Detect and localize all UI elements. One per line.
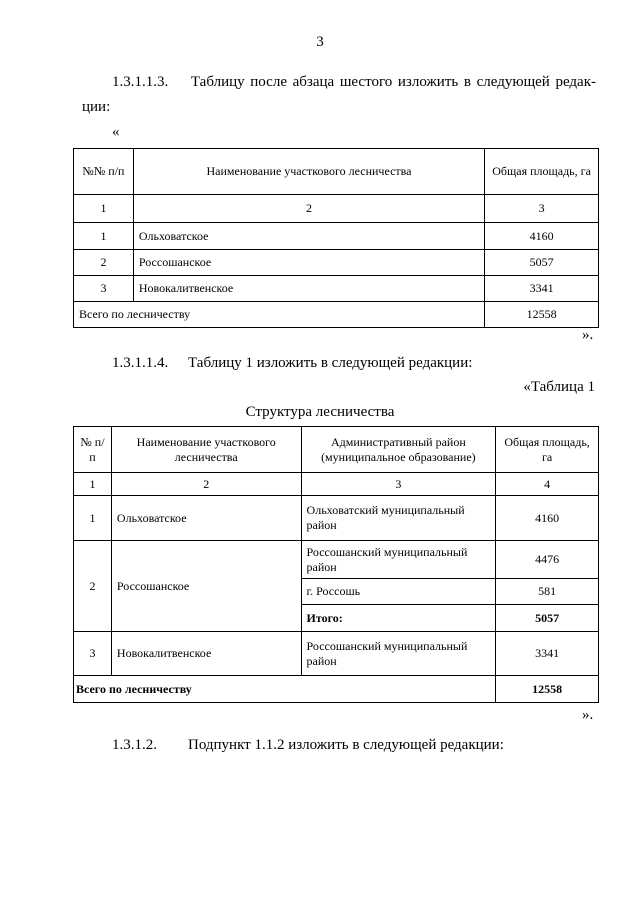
row-number: 3 [74, 276, 134, 302]
forestry-name: Россошанское [111, 541, 301, 632]
header-number: № п/п [74, 427, 112, 473]
item-1-number: 1.3.1.1.3. [112, 74, 169, 90]
item-1-line2: ции: [82, 99, 111, 115]
item-3-text: Подпункт 1.1.2 изложить в следующей редакции: [188, 737, 504, 753]
forestry-area-table [73, 148, 599, 328]
column-number-row [74, 473, 599, 496]
forestry-area: 5057 [485, 250, 599, 276]
forestry-area: 4160 [485, 223, 599, 250]
item-2-text: Таблицу 1 изложить в следующей редакции: [188, 355, 473, 371]
district-name: г. Россошь [301, 579, 496, 605]
district-name: Россошанский муниципальный район [301, 632, 496, 676]
table-title: Структура лесничества [245, 404, 395, 420]
item-2 [112, 353, 472, 373]
table-row [74, 632, 599, 676]
column-number: 1 [74, 195, 134, 223]
closing-quote: ». [582, 707, 594, 723]
forestry-area: 3341 [485, 276, 599, 302]
forestry-area: 4476 [496, 541, 599, 579]
total-value: 12558 [485, 302, 599, 328]
table-row [74, 276, 599, 302]
item-1-line1 [112, 72, 596, 92]
total-label: Всего по лесничеству [74, 302, 485, 328]
header-total-area: Общая площадь, га [485, 149, 599, 195]
closing-quote: ». [582, 327, 594, 343]
row-number: 2 [74, 250, 134, 276]
table-header-row [74, 427, 599, 473]
district-name: Россошанский муниципальный район [301, 541, 496, 579]
column-number: 2 [133, 195, 484, 223]
page-number: 3 [316, 34, 324, 50]
table-header-row [74, 149, 599, 195]
item-1-text: Таблицу после абзаца шестого изложить в следующей редак- [190, 74, 596, 90]
forestry-name: Россошанское [133, 250, 484, 276]
opening-quote: « [112, 124, 120, 140]
column-number: 1 [74, 473, 112, 496]
column-number: 3 [301, 473, 496, 496]
header-forestry-name: Наименование участкового лесничества [111, 427, 301, 473]
total-row [74, 676, 599, 703]
row-number: 2 [74, 541, 112, 632]
header-number: №№ п/п [74, 149, 134, 195]
forestry-area: 3341 [496, 632, 599, 676]
column-number-row [74, 195, 599, 223]
row-number: 1 [74, 496, 112, 541]
forestry-name: Ольховатское [133, 223, 484, 250]
forestry-area: 4160 [496, 496, 599, 541]
header-forestry-name: Наименование участкового лесничества [133, 149, 484, 195]
table-row [74, 223, 599, 250]
forestry-name: Новокалитвенское [111, 632, 301, 676]
header-total-area: Общая площадь, га [496, 427, 599, 473]
table-row [74, 250, 599, 276]
forestry-name: Ольховатское [111, 496, 301, 541]
total-label: Всего по лесничеству [74, 676, 496, 703]
header-district: Административный район (муниципальное образование) [301, 427, 496, 473]
item-3 [112, 735, 504, 755]
subtotal-value: 5057 [496, 605, 599, 632]
total-row [74, 302, 599, 328]
district-name: Ольховатский муниципальный район [301, 496, 496, 541]
column-number: 2 [111, 473, 301, 496]
row-number: 1 [74, 223, 134, 250]
item-2-number: 1.3.1.1.4. [112, 355, 169, 371]
column-number: 4 [496, 473, 599, 496]
total-value: 12558 [496, 676, 599, 703]
column-number: 3 [485, 195, 599, 223]
table-row [74, 541, 599, 579]
forestry-area: 581 [496, 579, 599, 605]
subtotal-label: Итого: [301, 605, 496, 632]
item-3-number: 1.3.1.2. [112, 737, 157, 753]
table-row [74, 496, 599, 541]
forestry-name: Новокалитвенское [133, 276, 484, 302]
table-caption: «Таблица 1 [523, 379, 595, 395]
row-number: 3 [74, 632, 112, 676]
forestry-structure-table [73, 426, 599, 703]
